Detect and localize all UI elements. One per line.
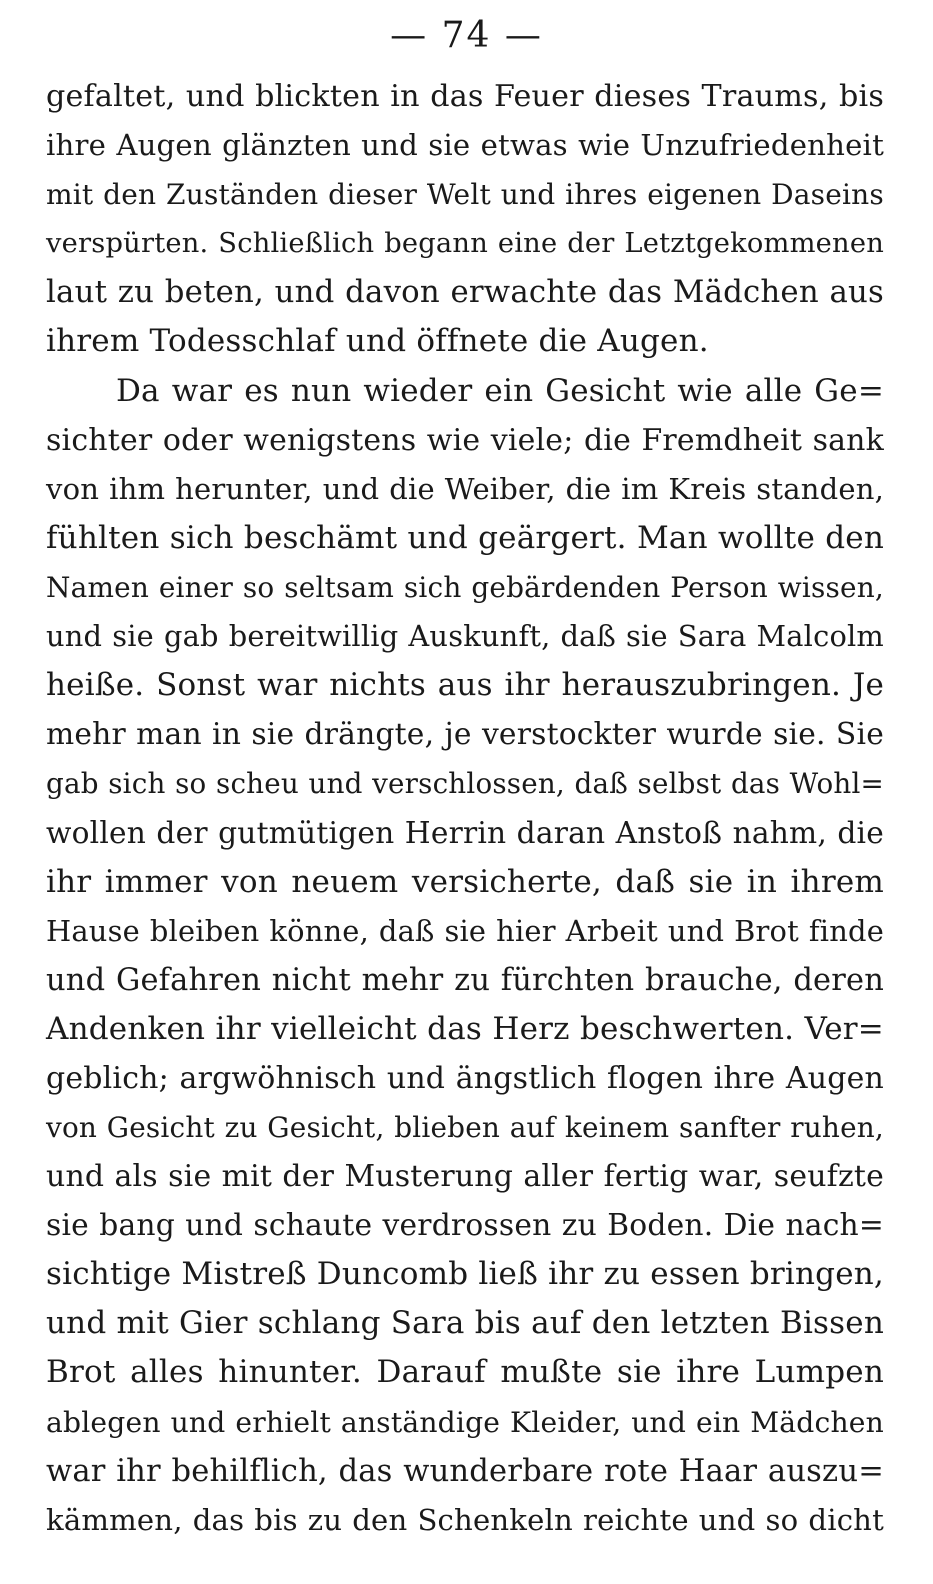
text-line: ihre Augen glänzten und sie etwas wie Unzufriedenheit [46, 128, 884, 163]
text-line: Andenken ihr vielleicht das Herz beschwerten. Ver= [46, 1010, 884, 1047]
text-line: heiße. Sonst war nichts aus ihr herauszubringen. Je [46, 667, 884, 704]
text-line: laut zu beten, und davon erwachte das Mädchen aus [46, 274, 884, 311]
text-line: sie bang und schaute verdrossen zu Boden. Die nach= [46, 1208, 884, 1244]
text-line: war ihr behilflich, das wunderbare rote Haar auszu= [46, 1453, 884, 1489]
text-line: und Gefahren nicht mehr zu fürchten brauche, deren [46, 962, 884, 998]
text-line: mehr man in sie drängte, je verstockter wurde sie. Sie [46, 717, 884, 753]
text-line: ihr immer von neuem versicherte, daß sie in ihrem [46, 863, 884, 900]
text-line: von ihm herunter, und die Weiber, die im Kreis standen, [46, 471, 884, 506]
text-line: Da war es nun wieder ein Gesicht wie alle Ge= [116, 372, 884, 409]
text-line: wollen der gutmütigen Herrin daran Anstoß nahm, die [46, 815, 884, 851]
text-line: mit den Zuständen dieser Welt und ihres eigenen Daseins [46, 178, 884, 212]
text-line: und mit Gier schlang Sara bis auf den letzten Bissen [46, 1305, 884, 1342]
text-line: ablegen und erhielt anständige Kleider, und ein Mädchen [46, 1405, 884, 1439]
text-line: geblich; argwöhnisch und ängstlich flogen ihre Augen [46, 1060, 884, 1096]
text-line: von Gesicht zu Gesicht, blieben auf keinem sanfter ruhen, [46, 1110, 884, 1144]
text-line: Namen einer so seltsam sich gebärdenden Person wissen, [46, 570, 884, 604]
text-line: kämmen, das bis zu den Schenkeln reichte und so dicht [46, 1502, 884, 1537]
text-line: und als sie mit der Musterung aller fertig war, seufzte [46, 1159, 884, 1195]
text-line: Hause bleiben könne, daß sie hier Arbeit und Brot finde [46, 913, 884, 948]
text-line: gab sich so scheu und verschlossen, daß selbst das Wohl= [46, 767, 884, 801]
text-line: sichtige Mistreß Duncomb ließ ihr zu essen bringen, [46, 1256, 884, 1293]
page-number: — 74 — [390, 15, 543, 56]
text-line: ihrem Todesschlaf und öffnete die Augen. [46, 323, 709, 360]
text-line: sichter oder wenigstens wie viele; die Fremdheit sank [46, 422, 884, 458]
text-line: und sie gab bereitwillig Auskunft, daß sie Sara Malcolm [46, 619, 884, 654]
text-line: gefaltet, und blickten in das Feuer dieses Traums, bis [46, 79, 884, 114]
text-line: verspürten. Schließlich begann eine der Letztgekommenen [46, 228, 884, 260]
text-line: Brot alles hinunter. Darauf mußte sie ihre Lumpen [46, 1354, 884, 1391]
body-text [46, 72, 884, 1545]
text-line: fühlten sich beschämt und geärgert. Man wollte den [46, 519, 884, 556]
